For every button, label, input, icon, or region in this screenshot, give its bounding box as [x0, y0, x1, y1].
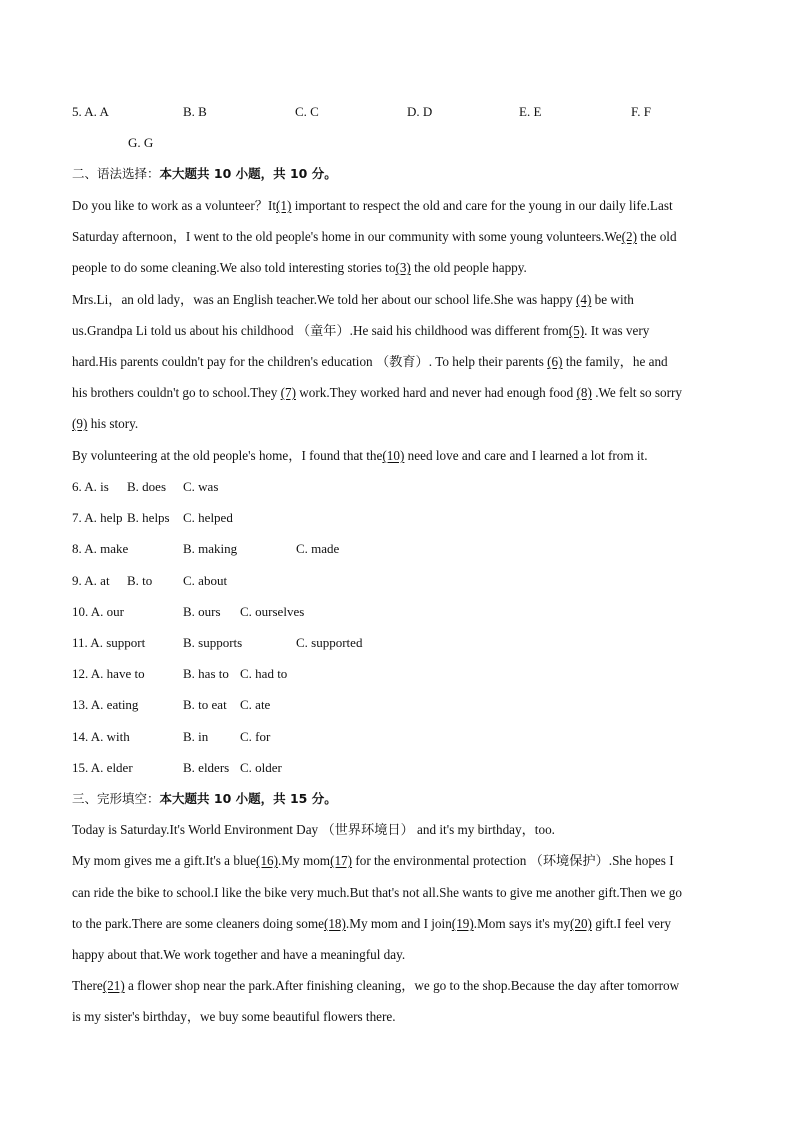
q5-option-e: E. E — [519, 104, 542, 119]
choice-c: C. for — [240, 729, 271, 744]
choice-b: B. helps — [127, 510, 170, 525]
choice-b: B. ours — [183, 604, 221, 619]
blank-18: (18) — [323, 916, 346, 931]
blank-9: (9) — [72, 416, 88, 431]
choice-c: C. ate — [240, 697, 271, 712]
passage2-line: happy about that.We work together and have a meaningful day. — [72, 947, 406, 962]
q5-option-f: F. F — [631, 104, 651, 119]
passage2-line: There(21) a flower shop near the park.After finishing cleaning，we go to the shop.Because the day after tomorrow — [72, 978, 680, 993]
choice-a: 10. A. our — [72, 604, 124, 619]
choice-c: C. helped — [183, 510, 233, 525]
choice-b: B. elders — [183, 760, 230, 775]
blank-5: (5) — [568, 323, 585, 338]
choice-a: 6. A. is — [72, 479, 109, 494]
passage1-line: hard.His parents couldn't pay for the children's education （教育）. To help their parents (6) the family，he and — [72, 354, 668, 369]
passage2-line: My mom gives me a gift.It's a blue(16).My mom(17) for the environmental protection （环境保护）.She hopes I — [72, 853, 674, 868]
choice-a: 15. A. elder — [72, 760, 133, 775]
blank-3: (3) — [395, 260, 411, 275]
choice-b: B. supports — [183, 635, 243, 650]
section2-title-prefix: 二、语法选择： — [72, 166, 160, 181]
choice-a: 9. A. at — [72, 573, 110, 588]
passage1-line: (9) his story. — [72, 416, 139, 431]
choice-c: C. made — [296, 541, 340, 556]
blank-21: (21) — [102, 978, 125, 993]
passage2-line: Today is Saturday.It's World Environment Day （世界环境日） and it's my birthday，too. — [72, 822, 555, 837]
blank-6: (6) — [547, 354, 563, 369]
choice-c: C. ourselves — [240, 604, 305, 619]
passage1-line: Saturday afternoon，I went to the old people's home in our community with some young volunteers.We(2) the old — [72, 229, 677, 244]
q5-option-a: 5. A. A — [72, 104, 109, 119]
choice-c: C. about — [183, 573, 228, 588]
choice-b: B. has to — [183, 666, 229, 681]
passage2-line: can ride the bike to school.I like the bike very much.But that's not all.She wants to give me another gift.Then we go — [72, 885, 682, 900]
choice-a: 12. A. have to — [72, 666, 145, 681]
section3-title-detail: 本大题共 10 小题，共 15 分。 — [159, 791, 337, 806]
blank-8: (8) — [576, 385, 592, 400]
section3-heading — [72, 789, 732, 809]
choice-a: 13. A. eating — [72, 697, 139, 712]
q5-option-c: C. C — [295, 104, 319, 119]
choice-a: 8. A. make — [72, 541, 129, 556]
q5-option-b: B. B — [183, 104, 207, 119]
passage1-line: people to do some cleaning.We also told interesting stories to(3) the old people happy. — [72, 260, 527, 275]
passage2-line: is my sister's birthday，we buy some beautiful flowers there. — [72, 1009, 396, 1024]
section2-title-detail: 本大题共 10 小题，共 10 分。 — [159, 166, 337, 181]
passage1-line: Mrs.Li，an old lady，was an English teacher.We told her about our school life.She was happy (4) be with — [72, 292, 634, 307]
blank-20: (20) — [569, 916, 592, 931]
passage1-line: Do you like to work as a volunteer？It(1) important to respect the old and care for the young in our daily life.Last — [72, 198, 673, 213]
blank-4: (4) — [575, 292, 592, 307]
choice-c: C. older — [240, 760, 282, 775]
passage1-line: By volunteering at the old people's home，I found that the(10) need love and care and I learned a lot from it. — [72, 448, 648, 463]
choice-a: 11. A. support — [72, 635, 146, 650]
section3-title-prefix: 三、完形填空： — [72, 791, 160, 806]
choice-c: C. had to — [240, 666, 288, 681]
choice-c: C. was — [183, 479, 219, 494]
choice-c: C. supported — [296, 635, 363, 650]
choice-b: B. does — [127, 479, 166, 494]
choice-b: B. to eat — [183, 697, 227, 712]
passage1-line: us.Grandpa Li told us about his childhood （童年）.He said his childhood was different from(5). It was very — [72, 323, 650, 338]
blank-7: (7) — [280, 385, 296, 400]
choice-a: 14. A. with — [72, 729, 130, 744]
choice-b: B. in — [183, 729, 209, 744]
choice-a: 7. A. help — [72, 510, 123, 525]
blank-17: (17) — [330, 853, 353, 868]
choice-b: B. making — [183, 541, 238, 556]
passage2-line: to the park.There are some cleaners doing some(18).My mom and I join(19).Mom says it's my(20) gift.I feel very — [72, 916, 672, 931]
blank-2: (2) — [621, 229, 637, 244]
blank-19: (19) — [451, 916, 474, 931]
choice-b: B. to — [127, 573, 153, 588]
section2-heading — [72, 164, 732, 184]
blank-10: (10) — [382, 448, 405, 463]
q5-option-d: D. D — [407, 104, 433, 119]
passage1-line: his brothers couldn't go to school.They (7) work.They worked hard and never had enough food (8) .We felt so sorry — [72, 385, 683, 400]
q5-option-g: G. G — [128, 135, 154, 150]
blank-1: (1) — [276, 198, 292, 213]
blank-16: (16) — [256, 853, 279, 868]
